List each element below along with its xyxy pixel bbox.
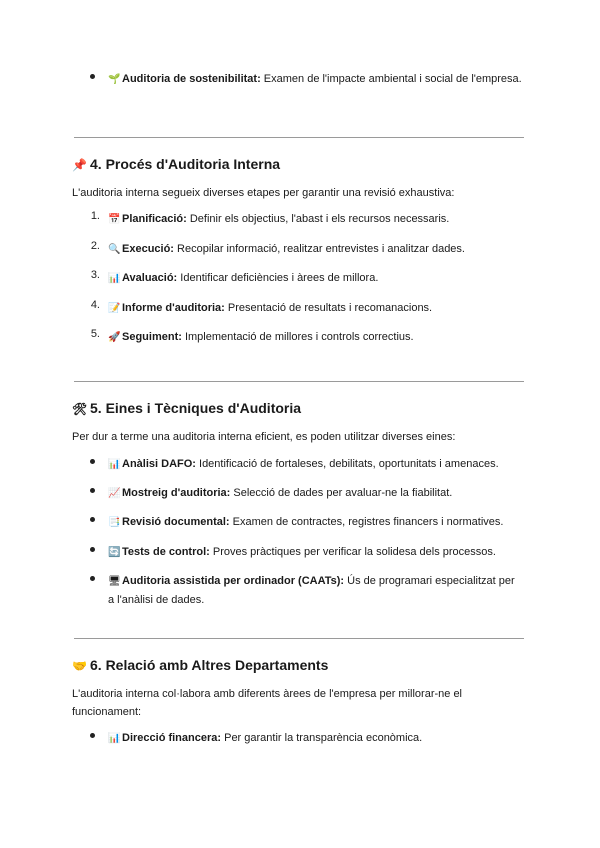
- item-label: Direcció financera:: [122, 732, 222, 744]
- item-label: Tests de control:: [122, 546, 210, 558]
- list-item-text: [108, 455, 523, 474]
- item-label: Planificació:: [122, 213, 187, 225]
- bullet: [90, 576, 95, 581]
- section-heading: [72, 657, 328, 673]
- list-item-text: [108, 240, 523, 259]
- section-heading: [72, 400, 301, 416]
- trending-up-icon: 📈: [108, 488, 121, 499]
- rocket-icon: 🚀: [108, 332, 121, 343]
- section-title: 4. Procés d'Auditoria Interna: [90, 156, 281, 172]
- bullet: [90, 517, 95, 522]
- list-item-text: [108, 269, 523, 288]
- bullet: [90, 547, 95, 552]
- item-description: Per garantir la transparència econòmica.: [221, 732, 423, 744]
- item-description: Selecció de dades per avaluar-ne la fiabilitat.: [230, 487, 453, 499]
- item-description: Identificació de fortaleses, debilitats, oportunitats i amenaces.: [195, 458, 499, 470]
- bar-chart-icon: 📊: [108, 733, 121, 744]
- tools-icon: 🛠: [72, 402, 88, 416]
- item-number: 4.: [90, 299, 100, 311]
- section-title: 6. Relació amb Altres Departaments: [90, 657, 329, 673]
- document-icon: 📑: [108, 517, 121, 528]
- item-label: Anàlisi DAFO:: [122, 458, 196, 470]
- list-item-text: [108, 328, 523, 347]
- computer-icon: 🖥: [108, 576, 121, 587]
- pushpin-icon: 📌: [72, 158, 87, 172]
- item-label: Revisió documental:: [122, 516, 230, 528]
- list-item-text: [108, 543, 523, 562]
- list-item-text: [108, 729, 523, 748]
- section-divider: [74, 638, 524, 639]
- item-description: Proves pràctiques per verificar la solidesa dels processos.: [209, 546, 496, 558]
- item-description: Definir els objectius, l'abast i els recursos necessaris.: [186, 213, 450, 225]
- refresh-icon: 🔄: [108, 547, 121, 558]
- seedling-icon: 🌱: [108, 74, 121, 85]
- bar-chart-icon: 📊: [108, 459, 121, 470]
- section-intro: Per dur a terme una auditoria interna eficient, es poden utilitzar diverses eines:: [72, 431, 456, 443]
- section-intro: L'auditoria interna col·labora amb diferents àrees de l'empresa per millorar-ne el funcionament:: [72, 688, 463, 718]
- item-description: Presentació de resultats i recomanacions.: [224, 302, 433, 314]
- section-title: 5. Eines i Tècniques d'Auditoria: [90, 400, 302, 416]
- bullet: [90, 459, 95, 464]
- section-divider: [74, 137, 524, 138]
- magnifier-icon: 🔍: [108, 244, 121, 255]
- list-item-text: [108, 513, 523, 532]
- list-item-text: [108, 70, 523, 89]
- item-label: Avaluació:: [122, 272, 178, 284]
- item-description: Identificar deficiències i àrees de millora.: [177, 272, 379, 284]
- handshake-icon: 🤝: [72, 659, 87, 673]
- item-label: Seguiment:: [122, 331, 182, 343]
- item-label: Auditoria assistida per ordinador (CAATs):: [122, 575, 345, 587]
- item-description: Implementació de millores i controls correctius.: [181, 331, 414, 343]
- bar-chart-icon: 📊: [108, 273, 121, 284]
- bullet: [90, 74, 95, 79]
- item-description: Recopilar informació, realitzar entrevistes i analitzar dades.: [173, 243, 465, 255]
- item-description: Ús de programari especialitzat per a l'anàlisi de dades.: [108, 575, 515, 606]
- bullet: [90, 733, 95, 738]
- list-item-text: [108, 484, 523, 503]
- item-description: Examen de contractes, registres financers i normatives.: [229, 516, 504, 528]
- calendar-icon: 📅: [108, 214, 121, 225]
- item-label: Execució:: [122, 243, 174, 255]
- item-number: 2.: [90, 240, 100, 252]
- list-item-text: [108, 299, 523, 318]
- item-number: 3.: [90, 269, 100, 281]
- item-label: Informe d'auditoria:: [122, 302, 225, 314]
- item-label: Mostreig d'auditoria:: [122, 487, 231, 499]
- section-intro: L'auditoria interna segueix diverses etapes per garantir una revisió exhaustiva:: [72, 187, 455, 199]
- item-number: 1.: [90, 210, 100, 222]
- item-label: Auditoria de sostenibilitat:: [122, 73, 261, 85]
- section-divider: [74, 381, 524, 382]
- list-item-text: [108, 210, 523, 229]
- bullet: [90, 488, 95, 493]
- item-number: 5.: [90, 328, 100, 340]
- list-item-text: [108, 572, 523, 609]
- item-description: Examen de l'impacte ambiental i social de l'empresa.: [260, 73, 522, 85]
- memo-icon: 📝: [108, 303, 121, 314]
- section-heading: [72, 156, 280, 172]
